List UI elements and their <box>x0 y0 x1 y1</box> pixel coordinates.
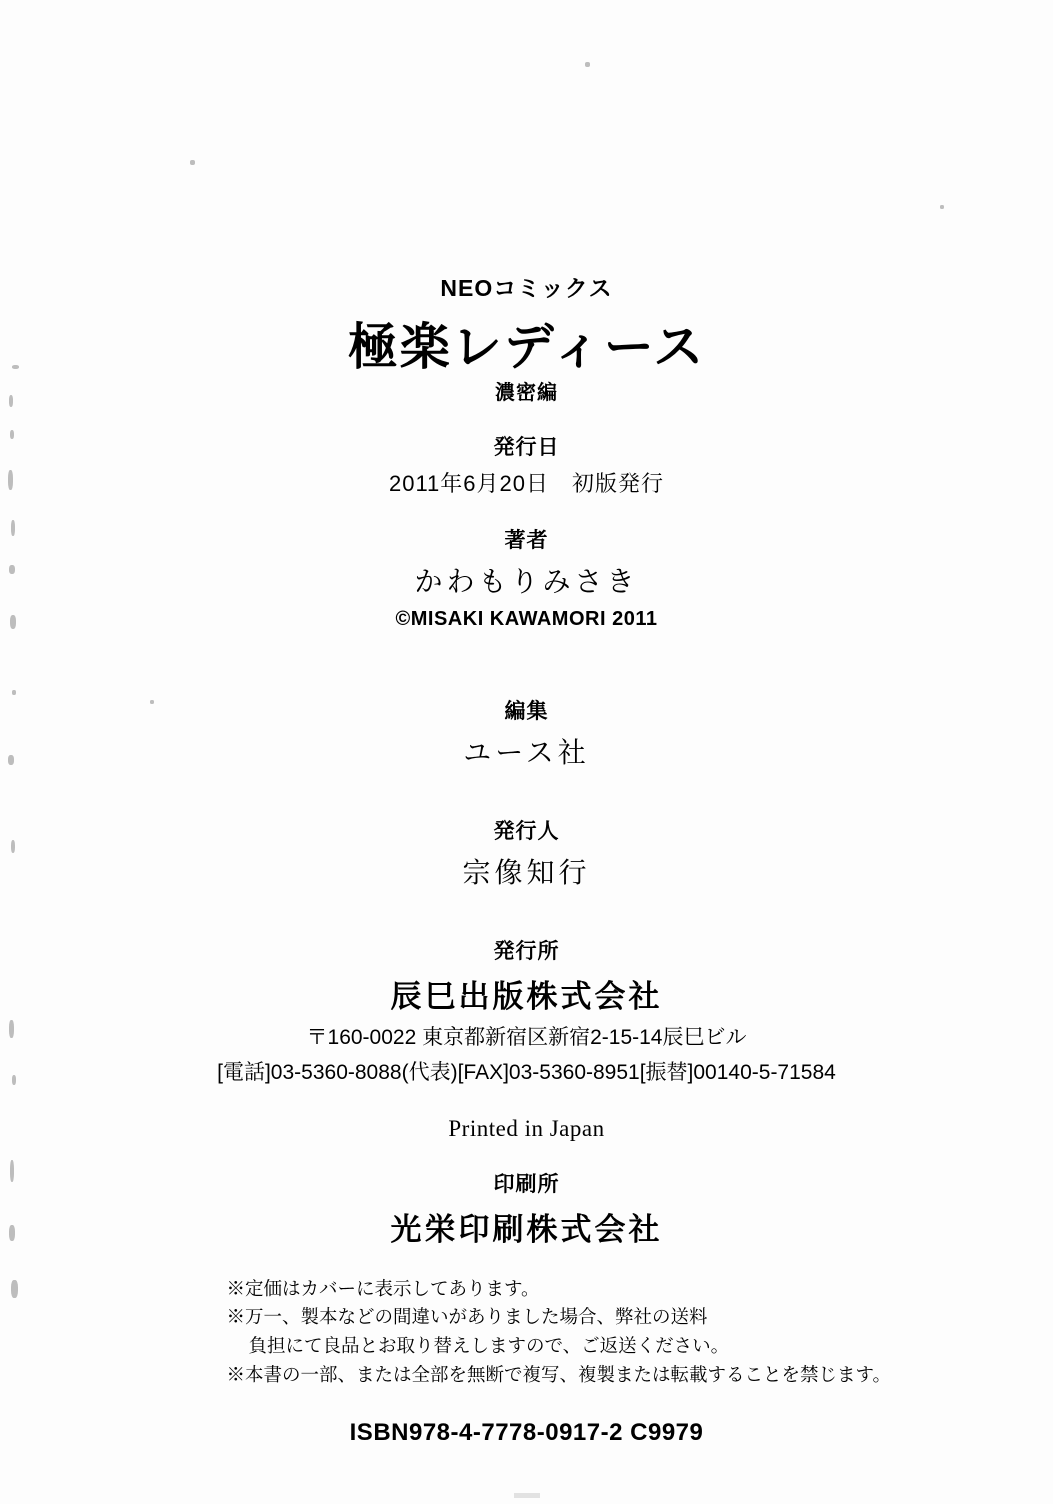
book-subtitle: 濃密編 <box>495 381 558 404</box>
publication-date-label: 発行日 <box>493 435 560 459</box>
notice-item: ※本書の一部、または全部を無断で複写、複製または転載することを禁じます。 <box>226 1363 892 1385</box>
notice-item: ※定価はカバーに表示してあります。 <box>226 1277 540 1299</box>
publication-date-value: 2011年6月20日 初版発行 <box>388 470 664 496</box>
scan-speck <box>585 62 590 67</box>
printed-in-japan: Printed in Japan <box>448 1115 605 1141</box>
publisher-person-label: 発行人 <box>493 819 560 843</box>
scan-speck <box>940 205 944 209</box>
editor-label: 編集 <box>504 699 549 723</box>
colophon-content <box>0 270 1053 1447</box>
editor-name: ユース社 <box>463 736 590 768</box>
book-title: 極楽レディース <box>347 319 706 375</box>
imprint-label: NEOコミックス <box>440 275 613 301</box>
scan-speck <box>190 160 195 165</box>
publisher-contact: [電話]03-5360-8088(代表)[FAX]03-5360-8951[振替]00140-5-71584 <box>217 1060 836 1084</box>
notice-list <box>226 1275 892 1390</box>
author-label: 著者 <box>504 528 549 552</box>
printer-name: 光栄印刷株式会社 <box>390 1211 663 1247</box>
isbn-code: ISBN978-4-7778-0917-2 C9979 <box>349 1419 704 1447</box>
printer-block <box>0 1168 1053 1249</box>
printer-label: 印刷所 <box>493 1172 560 1196</box>
publication-date-block <box>0 431 1053 498</box>
publisher-person-name: 宗像知行 <box>462 856 591 888</box>
publisher-label: 発行所 <box>493 939 560 963</box>
publisher-person-block <box>0 815 1053 891</box>
notice-item: ※万一、製本などの間違いがありました場合、弊社の送料 <box>226 1306 708 1328</box>
publisher-address: 〒160-0022 東京都新宿区新宿2-15-14辰巳ビル <box>306 1025 747 1049</box>
author-name: かわもりみさき <box>414 565 639 597</box>
notice-item: 負担にて良品とお取り替えしますので、ご返送ください。 <box>248 1334 730 1356</box>
copyright-notice: ©MISAKI KAWAMORI 2011 <box>395 607 658 630</box>
publisher-name: 辰巳出版株式会社 <box>390 978 663 1014</box>
publisher-block <box>0 935 1053 1086</box>
page-bottom-mark <box>514 1493 540 1498</box>
author-block <box>0 524 1053 631</box>
editor-block <box>0 695 1053 771</box>
